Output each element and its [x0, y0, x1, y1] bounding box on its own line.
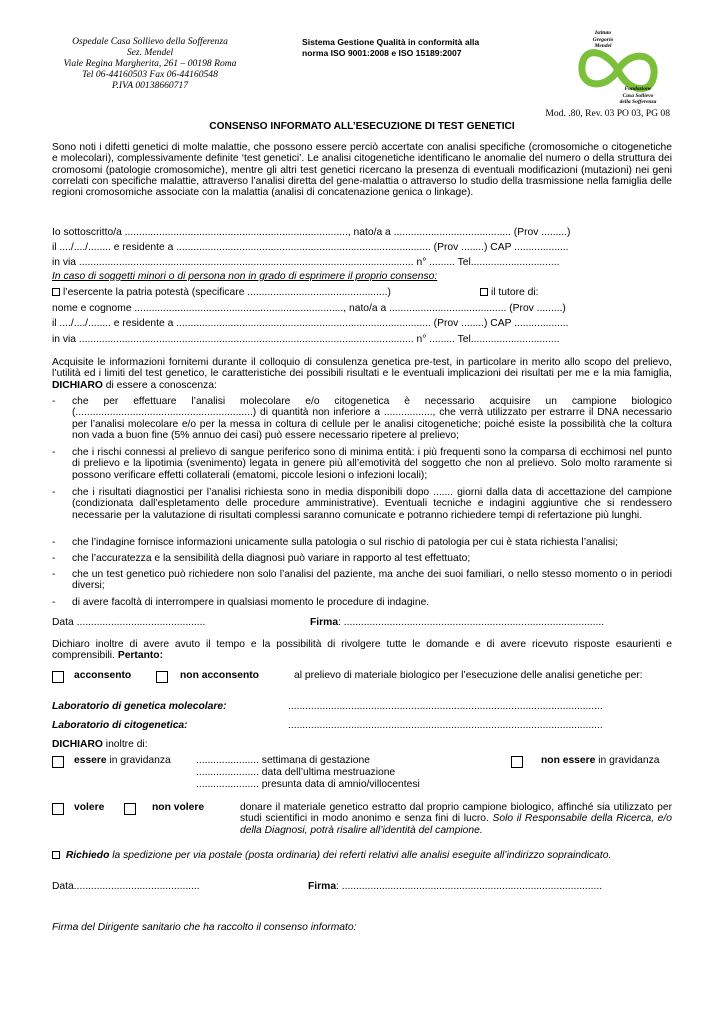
no-consent-label: non acconsento: [180, 670, 259, 681]
declare-bold: DICHIARO: [52, 379, 103, 391]
postal-request-checkbox[interactable]: [52, 851, 60, 859]
tutor-checkbox[interactable]: [480, 288, 488, 296]
bullet-item: di avere facoltà di interrompere in qualsiasi momento le procedure di indagine.: [72, 597, 430, 608]
logo-text: della Sofferenza: [619, 99, 657, 105]
donate-text-italic: Solo il Responsabile della Ricerca, e/o della Diagnosi, potrà risalire all’identità del campione.: [240, 813, 672, 836]
hospital-address: [40, 36, 260, 91]
form-line-guardian-name[interactable]: nome e cognome ........................................................................., nato/a a ......................................... (Prov .........): [52, 303, 566, 314]
bullet-item: che i rischi connessi al prelievo di sangue periferico sono di minima entità: i più frequenti sono la comparsa di ecchimosi nel punto di prelievo e la lipotimia (svenimento) legata in genere più all’emotività del soggetto che non al prelievo. Solo molto raramente si possono verificare effetti collaterali (ematomi, piccole lesioni o infezioni locali);: [72, 447, 672, 481]
org-line: Viale Regina Margherita, 261 – 00198 Roma: [63, 58, 237, 69]
logo-text: Fondazione: [624, 86, 652, 92]
amnio-date-field[interactable]: ...................... presunta data di amnio/villocentesi: [196, 779, 420, 790]
no-donate-label: non volere: [152, 802, 205, 813]
quality-line: norma ISO 9001:2008 e ISO 15189:2007: [302, 48, 462, 58]
donate-checkbox[interactable]: [52, 803, 64, 815]
form-line-address[interactable]: in via ..................................................................................................................... n° ......... Tel...............................: [52, 257, 560, 268]
last-period-field[interactable]: ...................... data dell’ultima mestruazione: [196, 767, 396, 778]
org-line: P.IVA 00138660717: [111, 80, 189, 91]
logo-text: Casa Sollievo: [622, 92, 654, 99]
consent-checkbox[interactable]: [52, 671, 64, 683]
bullet-item: che un test genetico può richiedere non solo l’analisi del paziente, ma anche dei suoi familiari, o nello stesso momento o in periodi diversi;: [72, 569, 672, 592]
consent-text: al prelievo di materiale biologico per l’esecuzione delle analisi genetiche per:: [294, 670, 643, 681]
declare-bold: DICHIARO: [52, 739, 103, 750]
gestation-week-field[interactable]: ...................... settimana di gestazione: [196, 755, 370, 766]
bullet-marker: -: [52, 569, 56, 580]
form-line-name[interactable]: Io sottoscritto/a .............................................................................., nato/a a ......................................... (Prov .........): [52, 227, 571, 238]
cytogenetic-lab-label: Laboratorio di citogenetica:: [52, 720, 188, 731]
bullet-marker: -: [52, 396, 56, 407]
bullet-item: che i risultati diagnostici per l’analisi richiesta sono in media disponibili dopo ....... giorni dalla data di accettazione del campione (condizionata dall’espletamento delle procedure amministrative). Eventuali tecniche e indagini aggiuntive che si rendessero necessarie per la valutazione di risultati complessi saranno comunicate e potranno richiedere tempi di refertazione più lunghi.: [72, 487, 672, 521]
not-pregnant-checkbox[interactable]: [511, 756, 523, 768]
postal-request: [52, 850, 611, 861]
not-pregnant-rest: in gravidanza: [598, 755, 660, 766]
form-line-birth[interactable]: il ..../..../........ e residente a ......................................................................................... (Prov ........) CAP ...................: [52, 242, 569, 253]
intro-paragraph: Sono noti i difetti genetici di molte malattie, che possono essere perciò accertate con analisi specifiche (cromosomiche o citogenetiche e molecolari), complessivamente definite ‘test genetici’. Le analisi citogenetiche identificano le anomalie del numero o della struttura dei cromosomi (patologie cromosomiche), mentre gli altri test genetici ricercano la presenza di eventuali modificazioni (mutazioni) nei geni correlati con specifiche malattie, attraverso l’analisi diretta del gene-malattia o attraverso lo studio della trasmissione nella famiglia delle regioni cromosomiche associate con la malattia (analisi di concatenazione genica o linkage).: [52, 142, 672, 199]
molecular-lab-field[interactable]: ..............................................................................................................: [288, 701, 603, 712]
org-line: Ospedale Casa Sollievo della Sofferenza: [72, 36, 228, 47]
no-consent-checkbox[interactable]: [156, 671, 168, 683]
minor-heading: In caso di soggetti minori o di persona non in grado di esprimere il proprio consenso:: [52, 271, 438, 282]
acquired-paragraph: [52, 357, 672, 391]
quality-system-note: [302, 37, 532, 59]
logo-text: Gregorio: [592, 36, 614, 43]
signature-label: Firma: [310, 617, 339, 628]
bullet-item: che l’accuratezza e la sensibilità della diagnosi può variare in rapporto al test effettuato;: [72, 553, 471, 564]
acquired-end: di essere a conoscenza:: [105, 379, 217, 391]
consent-label: acconsento: [74, 670, 132, 681]
date-field[interactable]: Data .............................................: [52, 617, 206, 628]
logo-text: Istituto: [594, 30, 612, 36]
signature-field-2[interactable]: [308, 881, 602, 892]
pregnant-label: [74, 755, 171, 766]
tutor-option: [480, 287, 670, 298]
quality-line: Sistema Gestione Qualità in conformità alla: [302, 37, 480, 47]
request-bold: Richiedo: [65, 850, 110, 861]
logo-text: Mendel: [594, 43, 612, 49]
pregnant-bold: essere: [74, 755, 107, 766]
no-donate-checkbox[interactable]: [124, 803, 136, 815]
declare-pregnancy-heading: [52, 739, 148, 750]
donate-text: [240, 802, 672, 836]
request-text: la spedizione per via postale (posta ordinaria) dei referti relativi alle analisi eseguite all’indirizzo sopraindicato.: [112, 850, 612, 861]
donate-label: volere: [74, 802, 105, 813]
bullet-item: che l’indagine fornisce informazioni unicamente sulla patologia o sul rischio di patologia per cui è stata richiesta l’analisi;: [72, 537, 619, 548]
form-line-guardian-birth[interactable]: il ..../..../........ e residente a ......................................................................................... (Prov ........) CAP ...................: [52, 318, 569, 329]
cytogenetic-lab-field[interactable]: ..............................................................................................................: [288, 720, 603, 731]
director-signature-label: Firma del Dirigente sanitario che ha raccolto il consenso informato:: [52, 922, 357, 933]
bullet-marker: -: [52, 537, 56, 548]
logo-top-text: [578, 30, 628, 50]
declare-paragraph: [52, 639, 672, 662]
signature-dots: : ...........................................................................................: [336, 881, 603, 892]
logo-bottom-text: [610, 86, 666, 106]
acquired-text: Acquisite le informazioni fornitemi durante il colloquio di consulenza genetica pre-test, in particolare in merito allo scopo del prelievo, l’utilità ed i limiti del test genetico, le caratteristiche dei possibili risultati e le eventuali implicazioni dei risultati per me e la mia famiglia,: [52, 357, 672, 380]
org-line: Tel 06-44160503 Fax 06-44160548: [82, 69, 218, 80]
declare-rest: inoltre di:: [105, 739, 148, 750]
therefore-bold: Pertanto:: [117, 650, 164, 662]
signature-field[interactable]: [310, 617, 604, 628]
pregnant-rest: in gravidanza: [109, 755, 171, 766]
institute-logo: [570, 30, 666, 110]
parent-checkbox[interactable]: [52, 288, 60, 296]
module-code: Mod. .80, Rev. 03 PO 03, PG 08: [545, 108, 670, 119]
bullet-marker: -: [52, 487, 56, 498]
bullet-marker: -: [52, 447, 56, 458]
donate-text-main: donare il materiale genetico estratto dal proprio campione biologico, affinché sia utilizzato per studi scientifici in modo anonimo e senza fini di lucro.: [240, 802, 672, 825]
bullet-item: che per effettuare l’analisi molecolare e/o citogenetica è necessario acquisire un campione biologico (..............................................................) di quantità non inferiore a ................., che verrà utilizzato per estrarre il DNA necessario per l’analisi molecolare e/o per la messa in coltura di cellule per le analisi citogenetiche; poiché esiste la possibilità che la coltura non vada a buon fine (5% annuo dei casi) può essere necessario ripetere al prelievo;: [72, 396, 672, 441]
not-pregnant-label: [541, 755, 660, 766]
declare-text: Dichiaro inoltre di avere avuto il tempo e la possibilità di rivolgere tutte le domande e di avere ricevuto risposte esaurienti e comprensibili.: [52, 639, 672, 662]
bullet-marker: -: [52, 553, 56, 564]
form-line-guardian-address[interactable]: in via ..................................................................................................................... n° ......... Tel...............................: [52, 334, 560, 345]
bullet-marker: -: [52, 597, 56, 608]
tutor-label: il tutore di:: [491, 287, 539, 298]
parent-label: l’esercente la patria potestà (specificare .................................................): [63, 287, 391, 298]
document-title: CONSENSO INFORMATO ALL’ESECUZIONE DI TEST GENETICI: [209, 121, 515, 132]
signature-label: Firma: [308, 881, 337, 892]
date-field-2[interactable]: Data............................................: [52, 881, 200, 892]
pregnant-checkbox[interactable]: [52, 756, 64, 768]
org-line: Sez. Mendel: [126, 47, 174, 58]
molecular-lab-label: Laboratorio di genetica molecolare:: [52, 701, 227, 712]
signature-dots: : ...........................................................................................: [338, 617, 605, 628]
not-pregnant-bold: non essere: [541, 755, 596, 766]
